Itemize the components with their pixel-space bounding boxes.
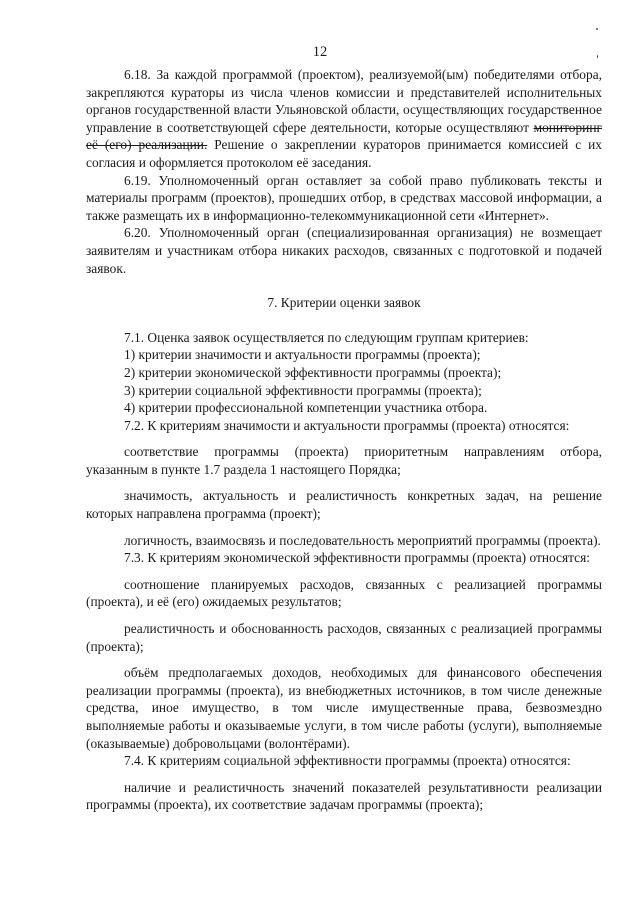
paragraph-7-1: 7.1. Оценка заявок осуществляется по следующим группам критериев: — [124, 329, 529, 345]
struck-text: мониторинг её (его) реализации. — [86, 119, 602, 153]
criterion-item: объём предполагаемых доходов, необходимых для финансового обеспечения реализации программы (проекта), из внебюджетных источников, в том числе денежные средства, иное имущество, в том числе имущественные права, безвозмездно выполняемые работы и оказываемые услуги, в том числе работы (услуги), выполняемые (оказываемые) добровольцами (волонтёрами). — [86, 665, 602, 751]
section-heading: 7. Критерии оценки заявок — [267, 295, 421, 311]
spacer — [86, 478, 602, 487]
spacer — [86, 567, 602, 576]
paragraph-7-4: 7.4. К критериям социальной эффективности программы (проекта) относятся: — [124, 753, 571, 769]
criteria-group-item: 4) критерии профессиональной компетенции участника отбора. — [124, 400, 488, 416]
page-number: 12 — [312, 44, 328, 60]
spacer — [86, 434, 602, 443]
paragraph-6-18 — [86, 66, 602, 172]
spacer — [86, 312, 602, 329]
criterion-item: логичность, взаимосвязь и последовательность мероприятий программы (проекта). — [124, 532, 601, 548]
criterion-item: наличие и реалистичность значений показателей результативности реализации программы (проекта), их соответствие задачам программы (проекта); — [86, 779, 602, 813]
criterion-item: соотношение планируемых расходов, связанных с реализацией программы (проекта), и её (его) ожидаемых результатов; — [86, 576, 602, 610]
spacer — [86, 655, 602, 664]
spacer — [86, 523, 602, 532]
criterion-item: соответствие программы (проекта) приоритетным направлениям отбора, указанным в пункте 1.7 раздела 1 настоящего Порядка; — [86, 444, 602, 477]
document-body — [86, 66, 602, 814]
paragraph-6-18-text-end: Решение о закреплении кураторов принимается комиссией с их согласия и оформляется протоколом её заседания. — [86, 137, 602, 170]
criteria-group-item: 3) критерии социальной эффективности программы (проекта); — [124, 382, 482, 398]
criteria-group-item: 1) критерии значимости и актуальности программы (проекта); — [124, 347, 481, 363]
spacer — [86, 277, 602, 294]
paragraph-7-3: 7.3. К критериям экономической эффективности программы (проекта) относятся: — [124, 550, 590, 566]
paragraph-6-19: 6.19. Уполномоченный орган оставляет за собой право публиковать тексты и материалы программ (проектов), прошедших отбор, в средствах массовой информации, а также размещать их в информационно-телекоммуникационной сети «Интернет». — [86, 172, 602, 223]
paragraph-6-18-text: 6.18. За каждой программой (проектом), реализуемой(ым) победителями отбора, закрепляются кураторы из числа членов комиссии и представителей исполнительных органов государственной власти Ульяновской области, осуществляющих государственное управление в соответствующей сфере деятельности, которые осуществляют — [86, 67, 602, 135]
paragraph-7-2: 7.2. К критериям значимости и актуальности программы (проекта) относятся: — [124, 417, 570, 433]
criterion-item: значимость, актуальность и реалистичность конкретных задач, на решение которых направлена программа (проект); — [86, 488, 602, 522]
criteria-group-item: 2) критерии экономической эффективности программы (проекта); — [124, 364, 502, 380]
criterion-item: реалистичность и обоснованность расходов, связанных с реализацией программы (проекта); — [86, 621, 602, 654]
spacer — [86, 770, 602, 779]
scan-speck — [596, 28, 598, 30]
paragraph-6-20: 6.20. Уполномоченный орган (специализированная организация) не возмещает заявителям и участникам отбора никаких расходов, связанных с подготовкой и подачей заявок. — [86, 225, 602, 276]
spacer — [86, 611, 602, 620]
